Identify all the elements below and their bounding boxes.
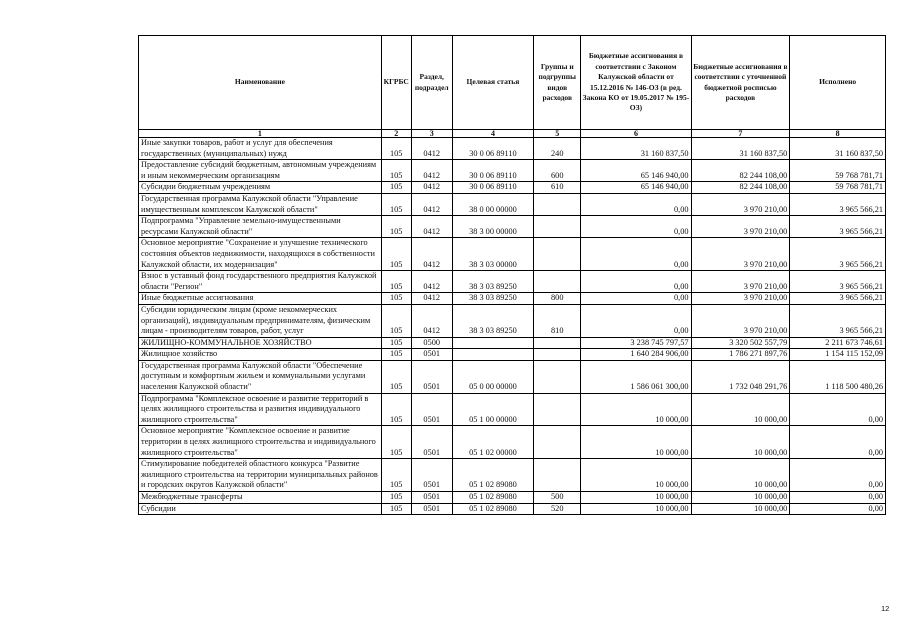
cell-name: Государственная программа Калужской области "Обеспечение доступным и комфортным жильем и коммунальными услугами населения Калужской области": [139, 360, 382, 393]
cell-refined: 82 244 108,00: [691, 160, 790, 182]
cell-target: 38 3 00 00000: [452, 216, 533, 238]
cell-refined: 3 970 210,00: [691, 293, 790, 305]
cell-kgrbs: 105: [381, 503, 411, 515]
cell-section: 0412: [411, 182, 452, 194]
cell-section: 0412: [411, 271, 452, 293]
page-number: 12: [881, 604, 890, 613]
cell-kgrbs: 105: [381, 160, 411, 182]
cell-law: 10 000,00: [581, 503, 691, 515]
cell-executed: 0,00: [790, 426, 886, 459]
cell-group: [534, 349, 581, 361]
cell-refined: 10 000,00: [691, 393, 790, 426]
cell-kgrbs: 105: [381, 238, 411, 271]
cell-group: 240: [534, 138, 581, 160]
cell-section: 0501: [411, 459, 452, 492]
colnum: 1: [139, 130, 382, 138]
cell-target: 38 3 03 00000: [452, 238, 533, 271]
cell-law: 10 000,00: [581, 459, 691, 492]
cell-name: Подпрограмма "Управление земельно-имущественными ресурсами Калужской области": [139, 216, 382, 238]
cell-group: [534, 216, 581, 238]
cell-law: 0,00: [581, 304, 691, 337]
cell-section: 0412: [411, 293, 452, 305]
table-row: [139, 426, 886, 459]
cell-section: 0412: [411, 216, 452, 238]
cell-target: 05 1 02 89080: [452, 503, 533, 515]
cell-kgrbs: 105: [381, 393, 411, 426]
cell-name: Субсидии: [139, 503, 382, 515]
colnum: 5: [534, 130, 581, 138]
cell-law: 10 000,00: [581, 492, 691, 504]
cell-name: Подпрограмма "Комплексное освоение и развитие территорий в целях жилищного строительства и развития индивидуального жилищного строительства": [139, 393, 382, 426]
cell-kgrbs: 105: [381, 138, 411, 160]
table-row: [139, 216, 886, 238]
cell-kgrbs: 105: [381, 492, 411, 504]
cell-refined: 10 000,00: [691, 426, 790, 459]
table-row: [139, 459, 886, 492]
colnum: 6: [581, 130, 691, 138]
cell-law: 0,00: [581, 271, 691, 293]
cell-refined: 82 244 108,00: [691, 182, 790, 194]
col-header-kgrbs: КГРБС: [381, 36, 411, 130]
cell-executed: 3 965 566,21: [790, 216, 886, 238]
cell-kgrbs: 105: [381, 349, 411, 361]
cell-name: Основное мероприятие "Сохранение и улучшение технического состояния объектов недвижимости, находящихся в собственности Калужской области, их модернизация": [139, 238, 382, 271]
cell-group: 500: [534, 492, 581, 504]
cell-target: 05 1 02 89080: [452, 492, 533, 504]
cell-section: 0501: [411, 492, 452, 504]
cell-target: 05 1 02 89080: [452, 459, 533, 492]
cell-section: 0501: [411, 503, 452, 515]
cell-group: [534, 271, 581, 293]
cell-kgrbs: 105: [381, 193, 411, 215]
cell-group: [534, 337, 581, 349]
table-row: [139, 393, 886, 426]
colnum: 2: [381, 130, 411, 138]
cell-section: 0501: [411, 426, 452, 459]
table-body: [139, 138, 886, 515]
col-header-group: Группы и подгруппы видов расходов: [534, 36, 581, 130]
cell-executed: 3 965 566,21: [790, 238, 886, 271]
cell-group: [534, 393, 581, 426]
cell-executed: 0,00: [790, 393, 886, 426]
table-row: [139, 271, 886, 293]
cell-executed: 1 118 500 480,26: [790, 360, 886, 393]
cell-kgrbs: 105: [381, 304, 411, 337]
cell-law: 65 146 940,00: [581, 160, 691, 182]
cell-executed: 0,00: [790, 492, 886, 504]
col-header-target: Целевая статья: [452, 36, 533, 130]
cell-law: 0,00: [581, 238, 691, 271]
cell-section: 0500: [411, 337, 452, 349]
cell-refined: 3 970 210,00: [691, 304, 790, 337]
table-row: [139, 193, 886, 215]
cell-section: 0412: [411, 160, 452, 182]
cell-target: 05 1 00 00000: [452, 393, 533, 426]
cell-name: Предоставление субсидий бюджетным, автономным учреждениям и иным некоммерческим организациям: [139, 160, 382, 182]
cell-section: 0501: [411, 360, 452, 393]
cell-law: 10 000,00: [581, 393, 691, 426]
col-header-law: Бюджетные ассигнования в соответствии с Законом Калужской области от 15.12.2016 № 146-ОЗ (в ред. Закона КО от 19.05.2017 № 195-ОЗ): [581, 36, 691, 130]
cell-executed: 59 768 781,71: [790, 160, 886, 182]
colnum: 8: [790, 130, 886, 138]
cell-refined: 3 970 210,00: [691, 238, 790, 271]
cell-section: 0501: [411, 349, 452, 361]
cell-kgrbs: 105: [381, 360, 411, 393]
cell-refined: 31 160 837,50: [691, 138, 790, 160]
cell-name: Жилищное хозяйство: [139, 349, 382, 361]
table-row: [139, 304, 886, 337]
cell-group: [534, 426, 581, 459]
colnum: 3: [411, 130, 452, 138]
cell-kgrbs: 105: [381, 459, 411, 492]
cell-kgrbs: 105: [381, 271, 411, 293]
cell-target: 30 0 06 89110: [452, 138, 533, 160]
cell-name: Иные закупки товаров, работ и услуг для обеспечения государственных (муниципальных) нужд: [139, 138, 382, 160]
cell-refined: 10 000,00: [691, 503, 790, 515]
cell-refined: 3 320 502 557,79: [691, 337, 790, 349]
cell-target: 38 3 03 89250: [452, 271, 533, 293]
cell-executed: 3 965 566,21: [790, 293, 886, 305]
cell-law: 10 000,00: [581, 426, 691, 459]
cell-executed: 59 768 781,71: [790, 182, 886, 194]
cell-section: 0412: [411, 238, 452, 271]
cell-refined: 1 786 271 897,76: [691, 349, 790, 361]
cell-group: [534, 238, 581, 271]
cell-law: 0,00: [581, 216, 691, 238]
table-row: [139, 138, 886, 160]
cell-group: 810: [534, 304, 581, 337]
cell-target: 38 0 00 00000: [452, 193, 533, 215]
cell-group: [534, 360, 581, 393]
cell-refined: 3 970 210,00: [691, 271, 790, 293]
cell-name: Взнос в уставный фонд государственного предприятия Калужской области "Регион": [139, 271, 382, 293]
table-row: [139, 349, 886, 361]
cell-law: 31 160 837,50: [581, 138, 691, 160]
cell-name: Иные бюджетные ассигнования: [139, 293, 382, 305]
cell-kgrbs: 105: [381, 426, 411, 459]
colnum: 7: [691, 130, 790, 138]
budget-table: [138, 35, 886, 515]
cell-refined: 3 970 210,00: [691, 216, 790, 238]
cell-name: Основное мероприятие "Комплексное освоение и развитие территории в целях жилищного строительства и индивидуального жилищного строительства": [139, 426, 382, 459]
cell-group: 800: [534, 293, 581, 305]
cell-target: 05 0 00 00000: [452, 360, 533, 393]
cell-executed: 31 160 837,50: [790, 138, 886, 160]
cell-kgrbs: 105: [381, 337, 411, 349]
cell-section: 0501: [411, 393, 452, 426]
cell-executed: 3 965 566,21: [790, 193, 886, 215]
cell-kgrbs: 105: [381, 182, 411, 194]
cell-executed: 2 211 673 746,61: [790, 337, 886, 349]
cell-law: 65 146 940,00: [581, 182, 691, 194]
cell-group: [534, 193, 581, 215]
cell-name: ЖИЛИЩНО-КОММУНАЛЬНОЕ ХОЗЯЙСТВО: [139, 337, 382, 349]
cell-name: Субсидии бюджетным учреждениям: [139, 182, 382, 194]
cell-law: 1 586 061 300,00: [581, 360, 691, 393]
cell-name: Межбюджетные трансферты: [139, 492, 382, 504]
cell-executed: 1 154 115 152,09: [790, 349, 886, 361]
cell-section: 0412: [411, 193, 452, 215]
col-header-refined: Бюджетные ассигнования в соответствии с уточненной бюджетной росписью расходов: [691, 36, 790, 130]
cell-law: 0,00: [581, 293, 691, 305]
cell-group: 610: [534, 182, 581, 194]
table-row: [139, 337, 886, 349]
table-row: [139, 238, 886, 271]
cell-group: 600: [534, 160, 581, 182]
cell-target: [452, 349, 533, 361]
table-row: [139, 492, 886, 504]
cell-executed: 0,00: [790, 503, 886, 515]
col-header-name: Наименование: [139, 36, 382, 130]
table-row: [139, 293, 886, 305]
cell-executed: 3 965 566,21: [790, 304, 886, 337]
cell-refined: 10 000,00: [691, 492, 790, 504]
cell-target: 30 0 06 89110: [452, 160, 533, 182]
cell-name: Государственная программа Калужской области "Управление имущественным комплексом Калужской области": [139, 193, 382, 215]
colnum: 4: [452, 130, 533, 138]
col-header-executed: Исполнено: [790, 36, 886, 130]
cell-refined: 3 970 210,00: [691, 193, 790, 215]
cell-refined: 10 000,00: [691, 459, 790, 492]
cell-executed: 0,00: [790, 459, 886, 492]
cell-group: 520: [534, 503, 581, 515]
cell-section: 0412: [411, 304, 452, 337]
cell-target: 38 3 03 89250: [452, 293, 533, 305]
cell-name: Стимулирование победителей областного конкурса "Развитие жилищного строительства на территории муниципальных районов и городских округов Калужской области": [139, 459, 382, 492]
table-row: [139, 503, 886, 515]
table-row: [139, 360, 886, 393]
header-row: [139, 36, 886, 130]
cell-target: 38 3 03 89250: [452, 304, 533, 337]
cell-target: 30 0 06 89110: [452, 182, 533, 194]
cell-kgrbs: 105: [381, 293, 411, 305]
cell-refined: 1 732 048 291,76: [691, 360, 790, 393]
cell-name: Субсидии юридическим лицам (кроме некоммерческих организаций), индивидуальным предпринимателям, физическим лицам - производителям товаров, работ, услуг: [139, 304, 382, 337]
col-header-section: Раздел, подраздел: [411, 36, 452, 130]
cell-section: 0412: [411, 138, 452, 160]
cell-target: 05 1 02 00000: [452, 426, 533, 459]
table-row: [139, 182, 886, 194]
cell-law: 1 640 284 906,00: [581, 349, 691, 361]
cell-executed: 3 965 566,21: [790, 271, 886, 293]
cell-law: 3 238 745 797,57: [581, 337, 691, 349]
cell-group: [534, 459, 581, 492]
table-row: [139, 160, 886, 182]
cell-kgrbs: 105: [381, 216, 411, 238]
cell-target: [452, 337, 533, 349]
column-number-row: [139, 130, 886, 138]
cell-law: 0,00: [581, 193, 691, 215]
